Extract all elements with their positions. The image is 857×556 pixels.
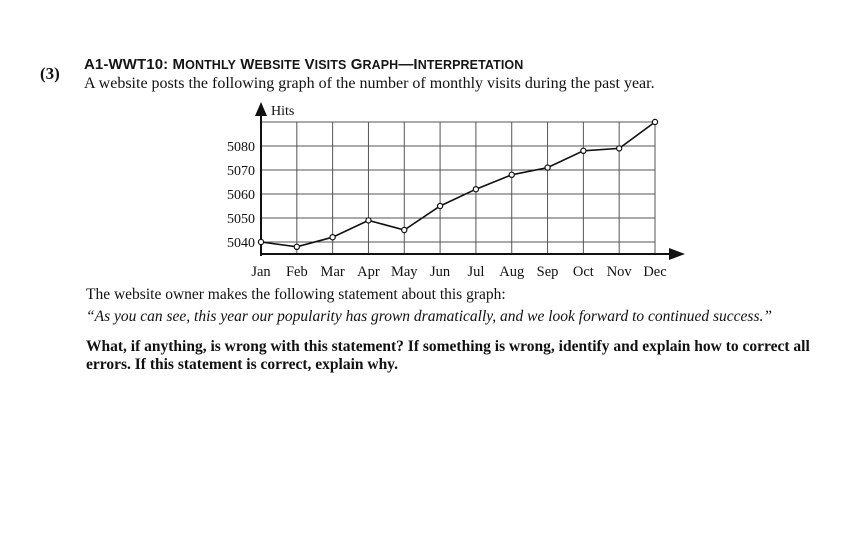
data-point xyxy=(652,119,657,124)
x-tick-label: Aug xyxy=(499,264,525,280)
series-line xyxy=(261,122,655,247)
x-tick-label: Jul xyxy=(467,264,485,280)
y-tick-label: 5040 xyxy=(227,236,255,251)
y-tick-label: 5050 xyxy=(227,212,255,227)
data-point xyxy=(258,239,263,244)
data-point xyxy=(437,203,442,208)
y-axis-arrow xyxy=(255,102,267,116)
data-point xyxy=(581,148,586,153)
x-tick-label: Mar xyxy=(320,264,345,280)
y-axis-label: Hits xyxy=(271,104,295,119)
x-tick-label: Dec xyxy=(643,264,667,280)
data-point xyxy=(366,218,371,223)
data-point xyxy=(509,172,514,177)
data-point xyxy=(617,146,622,151)
data-point xyxy=(545,165,550,170)
x-tick-label: Jun xyxy=(430,264,451,280)
title-code: A1-WWT10: xyxy=(84,56,169,73)
question-prompt: What, if anything, is wrong with this statement? If something is wrong, identify and explain how to correct all errors. If this statement is correct, explain why. xyxy=(86,338,810,373)
y-tick-label: 5080 xyxy=(227,140,255,155)
owner-quote: “As you can see, this year our popularity has grown dramatically, and we look forward to continued success.” xyxy=(86,308,772,325)
intro-text: A website posts the following graph of the number of monthly visits during the past year. xyxy=(84,75,655,92)
chart-series xyxy=(258,119,657,249)
data-point xyxy=(294,244,299,249)
title-word: MONTHLY xyxy=(172,56,236,73)
x-tick-label: Feb xyxy=(285,264,308,280)
x-tick-label: Jan xyxy=(251,264,271,280)
title-word: GRAPH xyxy=(350,56,399,73)
data-point xyxy=(330,235,335,240)
title-word: WEBSITE xyxy=(240,56,301,73)
x-tick-label: Apr xyxy=(357,264,380,280)
chart-grid xyxy=(261,122,655,254)
data-point xyxy=(473,187,478,192)
question-number: (3) xyxy=(40,64,60,83)
chart-axes xyxy=(255,102,685,260)
x-tick-label: Nov xyxy=(606,264,632,280)
owner-statement: The website owner makes the following statement about this graph: xyxy=(86,286,506,303)
x-tick-label: May xyxy=(390,264,418,280)
title-word: VISITS xyxy=(304,56,347,73)
y-tick-label: 5060 xyxy=(227,188,255,203)
x-tick-label: Oct xyxy=(572,264,594,280)
x-tick-label: Sep xyxy=(536,264,559,280)
title-word: —INTERPRETATION xyxy=(398,56,524,73)
x-axis-arrow xyxy=(669,248,685,260)
data-point xyxy=(402,227,407,232)
y-tick-label: 5070 xyxy=(227,164,255,179)
